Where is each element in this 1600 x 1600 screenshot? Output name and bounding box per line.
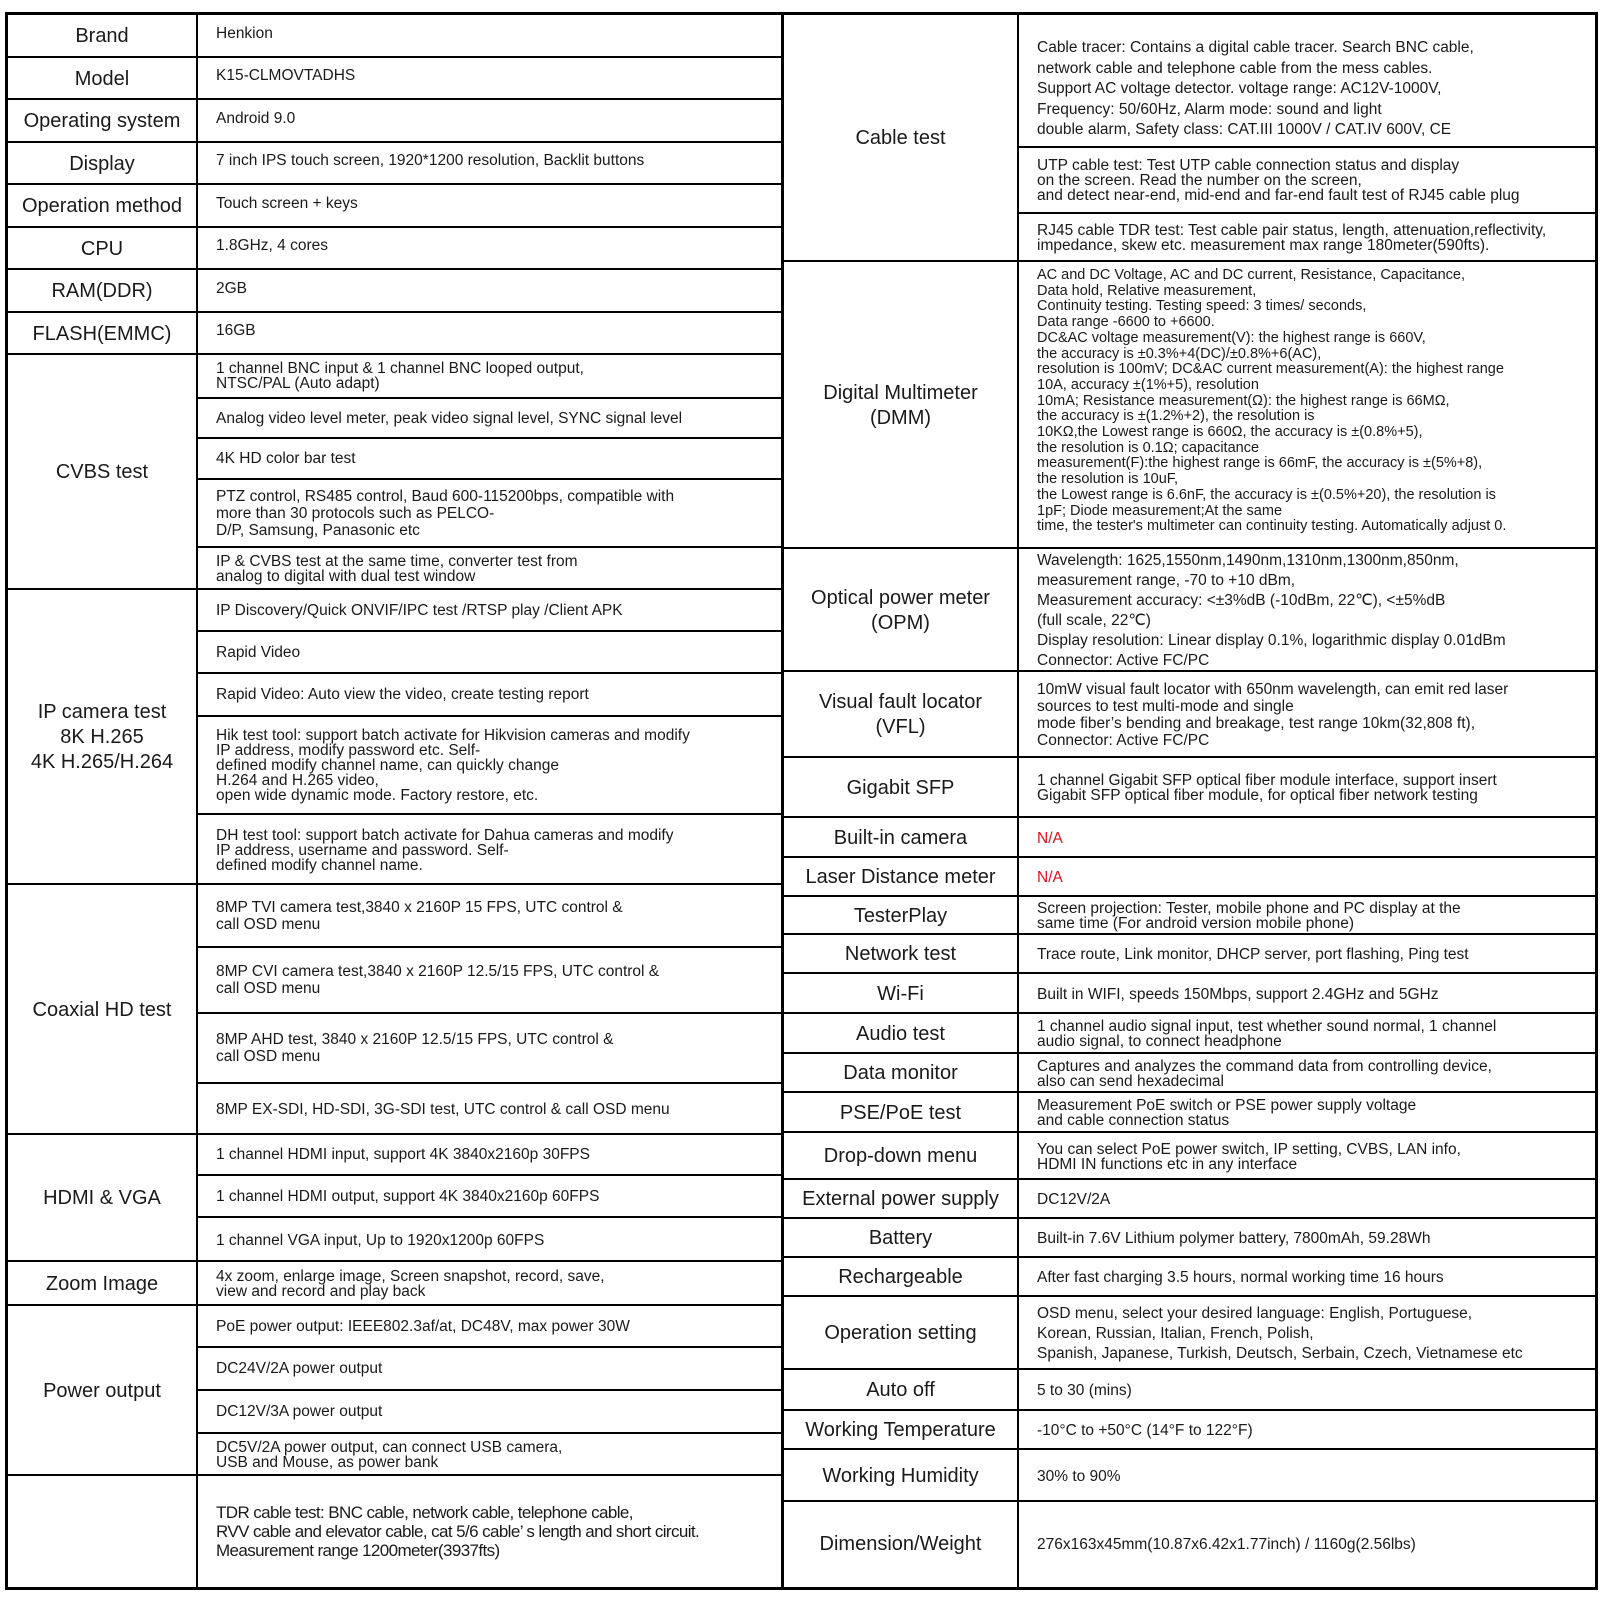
spec-group-label: IP camera test 8K H.265 4K H.265/H.264 [8, 590, 198, 885]
spec-label: Operating system [8, 100, 198, 143]
spec-label: Operation setting [784, 1297, 1019, 1370]
spec-value: Built-in 7.6V Lithium polymer battery, 7800mAh, 59.28Wh [1037, 1230, 1431, 1247]
spec-label: Wi-Fi [784, 974, 1019, 1014]
spec-value: After fast charging 3.5 hours, normal working time 16 hours [1037, 1269, 1444, 1286]
spec-group-label: CVBS test [8, 355, 198, 590]
spec-label: Network test [784, 935, 1019, 974]
spec-value: 2GB [216, 280, 248, 297]
spec-item: IP Discovery/Quick ONVIF/IPC test /RTSP play /Client APK [198, 590, 782, 632]
spec-label: Model [8, 58, 198, 100]
spec-label: Audio test [784, 1014, 1019, 1054]
spec-value: 10mW visual fault locator with 650nm wavelength, can emit red laser sources to test multi-mode and single mode fiber’s bending and breakage, test range 10km(32,808 ft), Connector: Active FC/PC [1037, 681, 1509, 749]
spec-value: DC12V/2A [1037, 1191, 1111, 1208]
spec-item: DC5V/2A power output, can connect USB camera, USB and Mouse, as power bank [216, 1439, 563, 1471]
not-available-value: N/A [1037, 829, 1063, 847]
spec-value: Trace route, Link monitor, DHCP server, port flashing, Ping test [1037, 946, 1469, 963]
spec-group-label: Coaxial HD test [8, 885, 198, 1135]
spec-value: 4x zoom, enlarge image, Screen snapshot, record, save, view and record and play back [216, 1268, 605, 1300]
spec-label: External power supply [784, 1180, 1019, 1219]
spec-label: Battery [784, 1219, 1019, 1258]
spec-value: Henkion [216, 25, 273, 42]
spec-label: Operation method [8, 185, 198, 228]
spec-label: Gigabit SFP [784, 758, 1019, 818]
spec-item: Rapid Video [198, 632, 782, 674]
spec-value: Screen projection: Tester, mobile phone and PC display at the same time (For android version mobile phone) [1037, 900, 1461, 932]
spec-label: Working Temperature [784, 1411, 1019, 1450]
spec-item: IP & CVBS test at the same time, converter test from analog to digital with dual test window [216, 553, 578, 585]
spec-item: PoE power output: IEEE802.3af/at, DC48V, max power 30W [198, 1306, 782, 1348]
spec-value: AC and DC Voltage, AC and DC current, Resistance, Capacitance, Data hold, Relative measurement, Continuity testing. Testing speed: 3 times/ seconds, Data range -6600 to +6600. DC&AC voltage measurement(V): the highest range is 660V, the accuracy is ±0.3%+4(DC)/±0.8%+6(AC), resolution is 100mV; DC&AC current measurement(A): the highest range 10A, accuracy ±(1%+5), resolution 10mA; Resistance measurement(Ω): the highest range is 66MΩ, the accuracy is ±(1.2%+2), the resolution is 10KΩ,the Lowest range is 660Ω, the accuracy is ±(0.8%+5), the resolution is 0.1Ω; capacitance measurement(F):the highest range is 66mF, the accuracy is ±(5%+8), the resolution is 10uF, the Lowest range is 6.6nF, the accuracy is ±(0.5%+20), the resolution is 1pF; Diode measurement;At the same time, the tester's multimeter can continuity testing. Automatically adjust 0. [1037, 267, 1507, 535]
spec-label: Brand [8, 15, 198, 58]
spec-label: Rechargeable [784, 1258, 1019, 1297]
spec-item: Cable tracer: Contains a digital cable tracer. Search BNC cable, network cable and telephone cable from the mess cables. Support AC voltage detector. voltage range: AC12V-1000V, Frequency: 50/60Hz, Alarm mode: sound and light double alarm, Safety class: CAT.III 1000V / CAT.IV 600V, CE [1019, 15, 1596, 148]
spec-label: Data monitor [784, 1054, 1019, 1093]
spec-item: 8MP EX-SDI, HD-SDI, 3G-SDI test, UTC control & call OSD menu [216, 1101, 670, 1118]
spec-item: 8MP AHD test, 3840 x 2160P 12.5/15 FPS, UTC control & call OSD menu [198, 1014, 782, 1084]
spec-item: 8MP CVI camera test,3840 x 2160P 12.5/15 FPS, UTC control & call OSD menu [198, 948, 782, 1014]
spec-value: 1.8GHz, 4 cores [216, 237, 328, 254]
spec-value: TDR cable test: BNC cable, network cable, telephone cable, RVV cable and elevator cable, cat 5/6 cable’ s length and short circuit. Measurement range 1200meter(3937fts) [216, 1503, 700, 1560]
spec-label: Zoom Image [8, 1262, 198, 1306]
spec-value: 1 channel Gigabit SFP optical fiber module interface, support insert Gigabit SFP optical fiber module, for optical fiber network testing [1037, 772, 1497, 804]
spec-value: You can select PoE power switch, IP setting, CVBS, LAN info, HDMI IN functions etc in any interface [1037, 1140, 1461, 1173]
spec-group-label: Power output [8, 1306, 198, 1476]
spec-label: Display [8, 143, 198, 185]
spec-value: Android 9.0 [216, 110, 296, 127]
not-available-value: N/A [1037, 869, 1063, 886]
spec-value: 276x163x45mm(10.87x6.42x1.77inch) / 1160g(2.56lbs) [1037, 1536, 1416, 1553]
spec-label: PSE/PoE test [784, 1093, 1019, 1133]
spec-value: K15-CLMOVTADHS [216, 67, 356, 84]
spec-value: -10°C to +50°C (14°F to 122°F) [1037, 1422, 1253, 1439]
spec-value: 5 to 30 (mins) [1037, 1382, 1132, 1399]
spec-group-label: Cable test [784, 15, 1019, 262]
spec-item: 1 channel BNC input & 1 channel BNC looped output, NTSC/PAL (Auto adapt) [198, 355, 782, 399]
spec-item: 8MP TVI camera test,3840 x 2160P 15 FPS, UTC control & call OSD menu [198, 885, 782, 948]
spec-label: Drop-down menu [784, 1133, 1019, 1180]
spec-item: 1 channel VGA input, Up to 1920x1200p 60FPS [216, 1231, 545, 1249]
spec-value: Touch screen + keys [216, 195, 358, 212]
spec-value: Captures and analyzes the command data from controlling device, also can send hexadecimal [1037, 1057, 1492, 1090]
spec-label: CPU [8, 228, 198, 270]
spec-label: FLASH(EMMC) [8, 313, 198, 355]
spec-item: RJ45 cable TDR test: Test cable pair status, length, attenuation,reflectivity, impedance, skew etc. measurement max range 180meter(590fts). [1037, 222, 1547, 254]
spec-label: Laser Distance meter [784, 858, 1019, 897]
spec-item: PTZ control, RS485 control, Baud 600-115200bps, compatible with more than 30 protocols such as PELCO- D/P, Samsung, Panasonic etc [198, 480, 782, 548]
spec-value: Measurement PoE switch or PSE power supply voltage and cable connection status [1037, 1097, 1417, 1129]
spec-value: 30% to 90% [1037, 1467, 1121, 1485]
spec-label: Built-in camera [784, 818, 1019, 858]
spec-value: 16GB [216, 322, 256, 339]
spec-value: Wavelength: 1625,1550nm,1490nm,1310nm,1300nm,850nm, measurement range, -70 to +10 dBm, Measurement accuracy: <±3%dB (-10dBm, 22℃), <±5%dB (full scale, 22℃) Display resolution: Linear display 0.1%, logarithmic display 0.01dBm Connector: Active FC/PC [1037, 551, 1506, 669]
spec-value: OSD menu, select your desired language: English, Portuguese, Korean, Russian, Italian, French, Polish, Spanish, Japanese, Turkish, Deutsch, Serbain, Czech, Vietnamese etc [1037, 1304, 1523, 1362]
spec-value: 1 channel audio signal input, test whether sound normal, 1 channel audio signal, to connect headphone [1037, 1018, 1497, 1050]
spec-label: Optical power meter (OPM) [784, 549, 1019, 672]
spec-value: Built in WIFI, speeds 150Mbps, support 2.4GHz and 5GHz [1037, 985, 1439, 1003]
spec-item: 1 channel HDMI input, support 4K 3840x2160p 30FPS [198, 1135, 782, 1176]
spec-value: 7 inch IPS touch screen, 1920*1200 resolution, Backlit buttons [216, 152, 645, 169]
spec-item: 1 channel HDMI output, support 4K 3840x2160p 60FPS [198, 1176, 782, 1218]
spec-label: RAM(DDR) [8, 270, 198, 313]
spec-item: Analog video level meter, peak video signal level, SYNC signal level [198, 399, 782, 439]
spec-item: DC12V/3A power output [198, 1391, 782, 1434]
spec-item: Rapid Video: Auto view the video, create testing report [198, 674, 782, 717]
spec-item: DC24V/2A power output [198, 1348, 782, 1391]
spec-label: Dimension/Weight [784, 1502, 1019, 1587]
spec-item: 4K HD color bar test [198, 439, 782, 480]
spec-label: Visual fault locator (VFL) [784, 672, 1019, 758]
spec-item: DH test tool: support batch activate for Dahua cameras and modify IP address, username and password. Self- defined modify channel name. [216, 826, 674, 874]
spec-label: Auto off [784, 1370, 1019, 1411]
spec-item: UTP cable test: Test UTP cable connection status and display on the screen. Read the number on the screen, and detect near-end, mid-end and far-end fault test of RJ45 cable plug [1019, 148, 1596, 214]
spec-group-label: HDMI & VGA [8, 1135, 198, 1262]
spec-label: Digital Multimeter (DMM) [784, 262, 1019, 549]
spec-item: Hik test tool: support batch activate for Hikvision cameras and modify IP address, modify password etc. Self- defined modify channel name, can quickly change H.264 and H.265 video, open wide dynamic mode. Factory restore, etc. [198, 717, 782, 815]
spec-label-empty [8, 1476, 198, 1587]
spec-label: TesterPlay [784, 897, 1019, 935]
spec-label: Working Humidity [784, 1450, 1019, 1502]
